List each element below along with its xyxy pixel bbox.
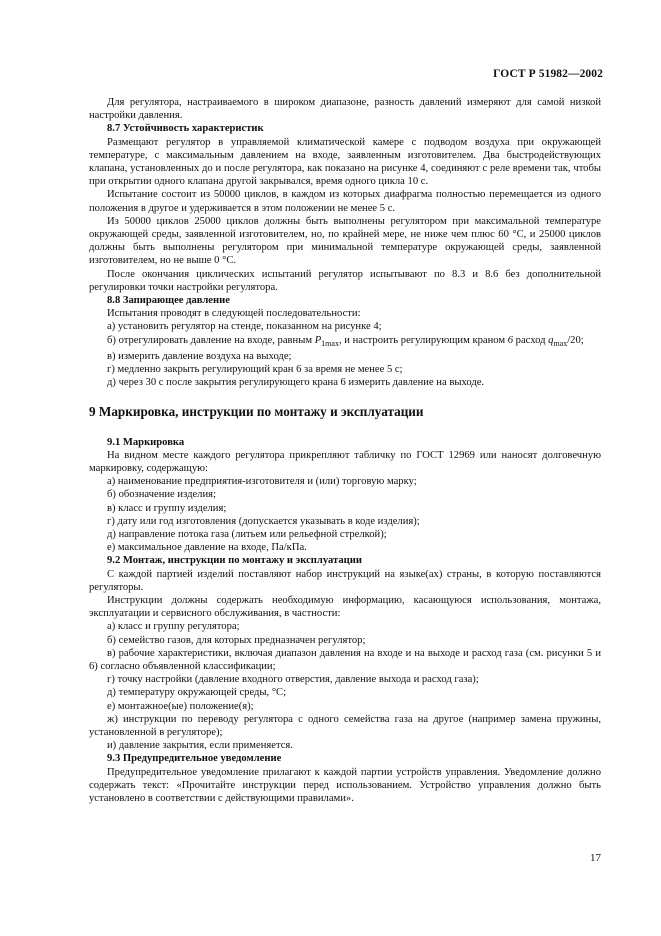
document-header: ГОСТ Р 51982—2002 xyxy=(493,68,603,80)
list-item: в) класс и группу изделия; xyxy=(107,502,227,514)
list-item: е) монтажное(ые) положение(я); xyxy=(107,700,254,712)
paragraph: После окончания циклических испытаний регулятор испытывают по 8.3 и 8.6 без дополнительной регулировки точки настройки регулятора. xyxy=(89,268,601,293)
section-heading-8-7: 8.7 Устойчивость характеристик xyxy=(107,123,264,135)
section-heading-9-3: 9.3 Предупредительное уведомление xyxy=(107,753,282,765)
paragraph: С каждой партией изделий поставляют набор инструкций на языке(ах) страны, в которую поставляются регуляторы. xyxy=(89,568,601,593)
list-item: ж) инструкции по переводу регулятора с одного семейства газа на другое (например замена пружины, установленной в регуляторе); xyxy=(89,713,601,739)
paragraph: Предупредительное уведомление прилагают к каждой партии устройств управления. Уведомление должно содержать текст: «Прочитайте инструкции перед использованием. Устройство управления должно быть установлено в соответствии с действующими правилами». xyxy=(89,766,601,805)
paragraph: Испытания проводят в следующей последовательности: xyxy=(107,308,361,320)
list-item: е) максимальное давление на входе, Па/кПа. xyxy=(107,542,307,554)
list-item: б) отрегулировать давление на входе, равным $P_{1max}$, и настроить регулирующим краном 6 расход $q_{max}/20$; xyxy=(107,334,584,348)
paragraph: Размещают регулятор в управляемой климатической камере с подводом воздуха при окружающей температуре, с максимальным давлением на входе, заявленным изготовителем. Два быстродействующих клапана, установленных до и после регулятора, как показано на рисунке 4, соединяют с реле времени так, чтобы при открытии одного клапана другой закрывался, время одного цикла 10 с. xyxy=(89,136,601,188)
list-item: д) температуру окружающей среды, °С; xyxy=(107,687,287,699)
paragraph: Из 50000 циклов 25000 циклов должны быть выполнены регулятором при максимальной температуре окружающей среды, заявленной изготовителем, но, по крайней мере, не ниже чем плюс 60 °С, и 25000 циклов должны быть выполнены регулятором при минимальной температуре окружающей среды, заявленной изготовителем, но не выше 0 °С. xyxy=(89,215,601,267)
paragraph: Для регулятора, настраиваемого в широком диапазоне, разность давлений измеряют для самой низкой настройки давления. xyxy=(89,97,601,122)
list-item: а) наименование предприятия-изготовителя и (или) торговую марку; xyxy=(107,476,417,488)
list-item: а) установить регулятор на стенде, показанном на рисунке 4; xyxy=(107,321,382,333)
paragraph: Инструкции должны содержать необходимую информацию, касающуюся использования, монтажа, эксплуатации и сервисного обслуживания, в частности: xyxy=(89,595,601,620)
paragraph: Испытание состоит из 50000 циклов, в каждом из которых диафрагма полностью перемещается из одного положения в другое и удерживается в этом положении не менее 5 с. xyxy=(89,189,601,214)
page-number: 17 xyxy=(590,852,601,864)
section-heading-9-2: 9.2 Монтаж, инструкции по монтажу и эксплуатации xyxy=(107,555,362,567)
list-item: г) точку настройки (давление входного отверстия, давление выхода и расход газа); xyxy=(107,674,479,686)
list-item: а) класс и группу регулятора; xyxy=(107,621,240,633)
paragraph: На видном месте каждого регулятора прикрепляют табличку по ГОСТ 12969 или наносят долговечную маркировку, содержащую: xyxy=(89,449,601,474)
list-item: г) дату или год изготовления (допускается указывать в коде изделия); xyxy=(107,515,420,527)
list-item: и) давление закрытия, если применяется. xyxy=(107,740,293,752)
list-item: г) медленно закрыть регулирующий кран 6 за время не менее 5 с; xyxy=(107,364,403,376)
section-heading-9-1: 9.1 Маркировка xyxy=(107,436,185,448)
document-body xyxy=(89,96,601,805)
list-item: в) измерить давление воздуха на выходе; xyxy=(107,350,292,362)
list-item: д) направление потока газа (литьем или рельефной стрелкой); xyxy=(107,529,387,540)
list-item: б) обозначение изделия; xyxy=(107,489,216,501)
list-item: д) через 30 с после закрытия регулирующего крана 6 измерить давление на выходе. xyxy=(107,377,485,389)
list-item: б) семейство газов, для которых предназначен регулятор; xyxy=(107,634,366,646)
chapter-heading-9: 9 Маркировка, инструкции по монтажу и эксплуатации xyxy=(89,403,424,419)
section-heading-8-8: 8.8 Запирающее давление xyxy=(107,295,230,307)
list-item: в) рабочие характеристики, включая диапазон давления на входе и на выходе и расход газа (см. рисунки 5 и 6) согласно объявленной классификации; xyxy=(89,647,601,673)
